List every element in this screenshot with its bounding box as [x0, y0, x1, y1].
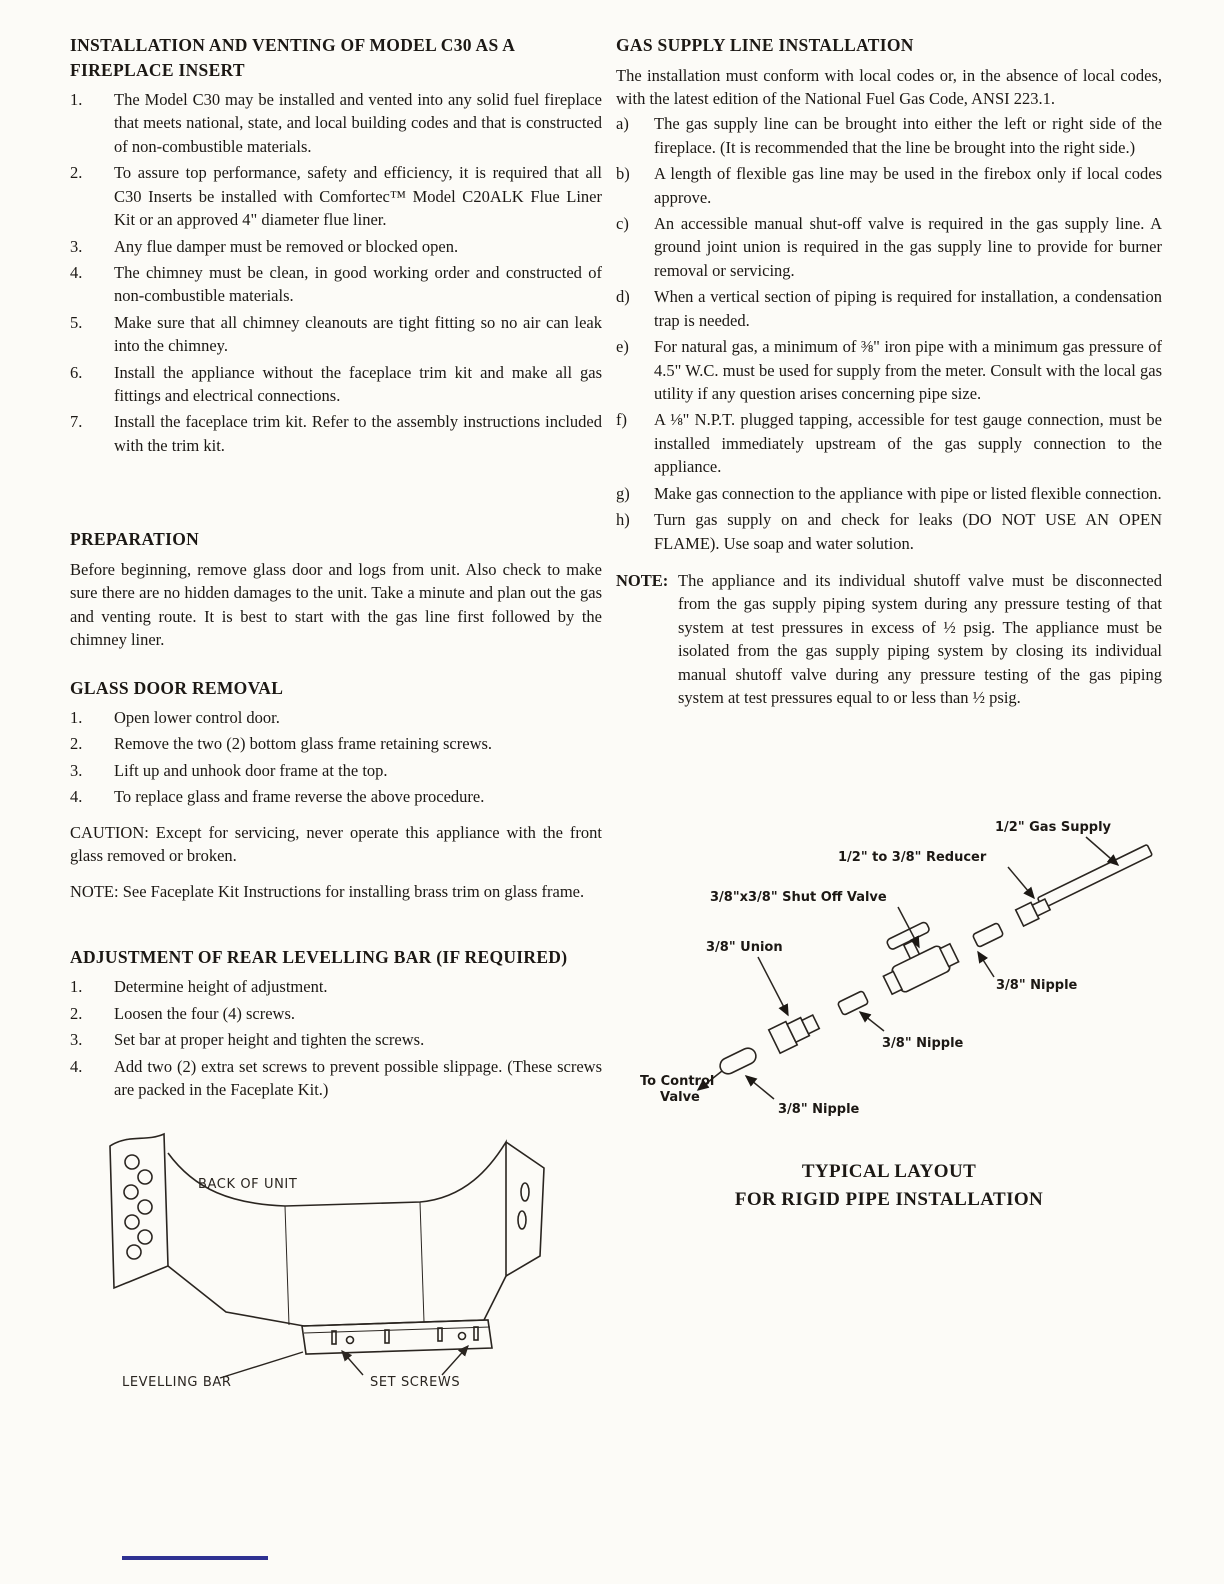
item-text: Loosen the four (4) screws.	[114, 1003, 295, 1023]
list-item	[70, 410, 602, 457]
label-set-screws: SET SCREWS	[370, 1374, 461, 1390]
label-back-of-unit: BACK OF UNIT	[198, 1176, 298, 1192]
label-reducer: 1/2" to 3/8" Reducer	[838, 850, 987, 866]
shutoff-valve	[870, 916, 961, 998]
item-text: A length of flexible gas line may be used in the firebox only if local codes approve.	[654, 164, 1162, 207]
item-text: When a vertical section of piping is required for installation, a condensation trap is needed.	[654, 287, 1162, 330]
item-number: 3.	[70, 760, 83, 780]
item-text: Install the appliance without the faceplace trim kit and make all gas fittings and electrical connections.	[114, 362, 602, 406]
note-text: The appliance and its individual shutoff valve must be disconnected from the gas supply piping system during any pressure testing of that system at test pressures in excess of ½ psig. The appliance must be isolated from the gas supply piping system by closing its individual manual shutoff valve during any pressure testing of the gas piping system at test pressures equal to or less than ½ psig.	[678, 570, 1162, 708]
item-letter: h)	[616, 510, 630, 530]
item-number: 7.	[70, 412, 83, 432]
item-number: 2.	[70, 163, 83, 183]
levelling-bar-drawing	[302, 1320, 492, 1354]
list-item	[70, 235, 602, 258]
item-text: The chimney must be clean, in good working order and constructed of non-combustible materials.	[114, 262, 602, 306]
list-item	[70, 1002, 602, 1025]
nipple-upper	[972, 923, 1003, 948]
installation-list	[70, 88, 602, 457]
item-letter: d)	[616, 287, 630, 307]
item-number: 5.	[70, 312, 83, 332]
caption-line-1: TYPICAL LAYOUT	[801, 1161, 977, 1183]
item-number: 1.	[70, 977, 83, 997]
item-text: Add two (2) extra set screws to prevent possible slippage. (These screws are packed in the Faceplate Kit.)	[114, 1056, 602, 1100]
levelling-bar-list	[70, 975, 602, 1101]
union-fitting	[769, 1010, 822, 1054]
item-text: Lift up and unhook door frame at the top.	[114, 760, 388, 780]
item-letter: f)	[616, 410, 627, 430]
list-item	[616, 285, 1162, 332]
list-item	[70, 975, 602, 998]
label-nipple-bottom: 3/8" Nipple	[778, 1102, 860, 1118]
label-nipple-right: 3/8" Nipple	[996, 978, 1078, 994]
rigid-pipe-diagram	[616, 809, 1162, 1144]
list-item	[70, 261, 602, 308]
label-to-control-valve-1: To Control	[640, 1074, 715, 1090]
item-number: 2.	[70, 734, 83, 754]
list-item	[70, 88, 602, 158]
item-number: 4.	[70, 787, 83, 807]
right-column	[616, 33, 1162, 1214]
item-number: 3.	[70, 236, 83, 256]
item-text: Install the faceplace trim kit. Refer to the assembly instructions included with the trim kit.	[114, 412, 602, 455]
item-number: 3.	[70, 1030, 83, 1050]
note-paragraph: NOTE: See Faceplate Kit Instructions for installing brass trim on glass frame.	[70, 881, 585, 901]
gas-supply-list	[616, 112, 1162, 555]
list-item	[70, 1028, 602, 1051]
list-item	[70, 706, 602, 729]
list-item	[70, 1055, 602, 1102]
item-number: 4.	[70, 262, 83, 282]
caution-paragraph: CAUTION: Except for servicing, never operate this appliance with the front glass removed or broken.	[70, 822, 602, 866]
item-text: Open lower control door.	[114, 708, 280, 728]
item-text: Any flue damper must be removed or blocked open.	[114, 236, 459, 256]
glass-door-list	[70, 706, 602, 809]
item-text: For natural gas, a minimum of ⅜" iron pipe with a minimum gas pressure of 4.5" W.C. must be used for supply from the meter. Consult with the local gas utility if any question arises concerning pipe size.	[654, 337, 1162, 403]
supply-pipe	[1037, 845, 1152, 909]
item-text: An accessible manual shut-off valve is required in the gas supply line. A ground joint union is required in the gas supply line to provide for burner removal or servicing.	[654, 214, 1162, 280]
diagram-caption	[616, 1158, 1162, 1213]
list-item	[616, 508, 1162, 555]
footer-mark	[122, 1556, 268, 1560]
left-column	[70, 33, 602, 1398]
back-panel-drawing	[110, 1134, 544, 1378]
label-gas-supply: 1/2" Gas Supply	[995, 820, 1112, 836]
list-item	[616, 335, 1162, 405]
nipple-lower	[717, 1046, 758, 1077]
list-item	[70, 161, 602, 231]
section-title-installation: INSTALLATION AND VENTING OF MODEL C30 AS A FIREPLACE INSERT	[70, 35, 515, 80]
item-text: Set bar at proper height and tighten the screws.	[114, 1030, 425, 1050]
item-text: To assure top performance, safety and efficiency, it is required that all C30 Inserts be installed with Comfortec™ Model C20ALK Flue Liner Kit or an approved 4" diameter flue liner.	[114, 163, 602, 230]
list-item	[70, 732, 602, 755]
list-item	[70, 759, 602, 782]
item-text: To replace glass and frame reverse the above procedure.	[114, 787, 485, 807]
item-number: 2.	[70, 1003, 83, 1023]
list-item	[616, 162, 1162, 209]
list-item	[70, 361, 602, 408]
item-text: Make gas connection to the appliance with pipe or listed flexible connection.	[654, 483, 1162, 503]
list-item	[70, 785, 602, 808]
item-text: Remove the two (2) bottom glass frame retaining screws.	[114, 734, 493, 754]
item-letter: a)	[616, 114, 629, 134]
label-nipple-mid: 3/8" Nipple	[882, 1036, 964, 1052]
list-item	[616, 112, 1162, 159]
item-text: The gas supply line can be brought into either the left or right side of the fireplace. (It is recommended that the line be brought into the right side.)	[654, 114, 1162, 157]
item-text: A ⅛" N.P.T. plugged tapping, accessible for test gauge connection, must be installed immediately upstream of the gas supply connection to the appliance.	[654, 410, 1162, 477]
item-text: Make sure that all chimney cleanouts are tight fitting so no air can leak into the chimney.	[114, 312, 602, 356]
item-text: Determine height of adjustment.	[114, 977, 328, 997]
item-number: 6.	[70, 362, 83, 382]
item-text: Turn gas supply on and check for leaks (DO NOT USE AN OPEN FLAME). Use soap and water solution.	[654, 510, 1162, 553]
item-letter: e)	[616, 337, 629, 357]
label-shutoff-valve: 3/8"x3/8" Shut Off Valve	[710, 890, 887, 906]
list-item	[616, 212, 1162, 282]
item-letter: g)	[616, 483, 630, 503]
gas-supply-note	[616, 569, 1162, 710]
caption-line-2: FOR RIGID PIPE INSTALLATION	[734, 1189, 1044, 1211]
label-union: 3/8" Union	[706, 940, 783, 956]
reducer-fitting	[1016, 897, 1052, 927]
section-title-gas-supply: GAS SUPPLY LINE INSTALLATION	[616, 35, 914, 55]
preparation-body: Before beginning, remove glass door and logs from unit. Also check to make sure there are no hidden damages to the unit. Take a minute and plan out the gas and venting route. It is best to start with the gas line first followed by the chimney liner.	[70, 559, 602, 650]
list-item	[616, 408, 1162, 478]
item-letter: b)	[616, 164, 630, 184]
list-item	[616, 482, 1162, 505]
item-letter: c)	[616, 214, 629, 234]
section-title-glass-door: GLASS DOOR REMOVAL	[70, 677, 284, 698]
item-number: 1.	[70, 708, 83, 728]
item-text: The Model C30 may be installed and vented into any solid fuel fireplace that meets national, state, and local building codes and that is constructed of non-combustible materials.	[114, 90, 602, 156]
pipe-assembly-drawing	[698, 837, 1152, 1099]
list-item	[70, 311, 602, 358]
label-to-control-valve-2: Valve	[660, 1090, 700, 1106]
note-label: NOTE:	[616, 570, 669, 590]
label-levelling-bar: LEVELLING BAR	[122, 1374, 232, 1390]
item-number: 1.	[70, 90, 83, 109]
back-of-unit-diagram	[70, 1118, 575, 1398]
gas-supply-intro: The installation must conform with local codes or, in the absence of local codes, with the latest edition of the National Fuel Gas Code, ANSI 223.1.	[616, 65, 1162, 108]
section-title-levelling-bar: ADJUSTMENT OF REAR LEVELLING BAR (IF REQUIRED)	[70, 946, 568, 967]
nipple-middle	[837, 991, 868, 1016]
section-title-preparation: PREPARATION	[70, 529, 200, 550]
item-number: 4.	[70, 1056, 83, 1076]
